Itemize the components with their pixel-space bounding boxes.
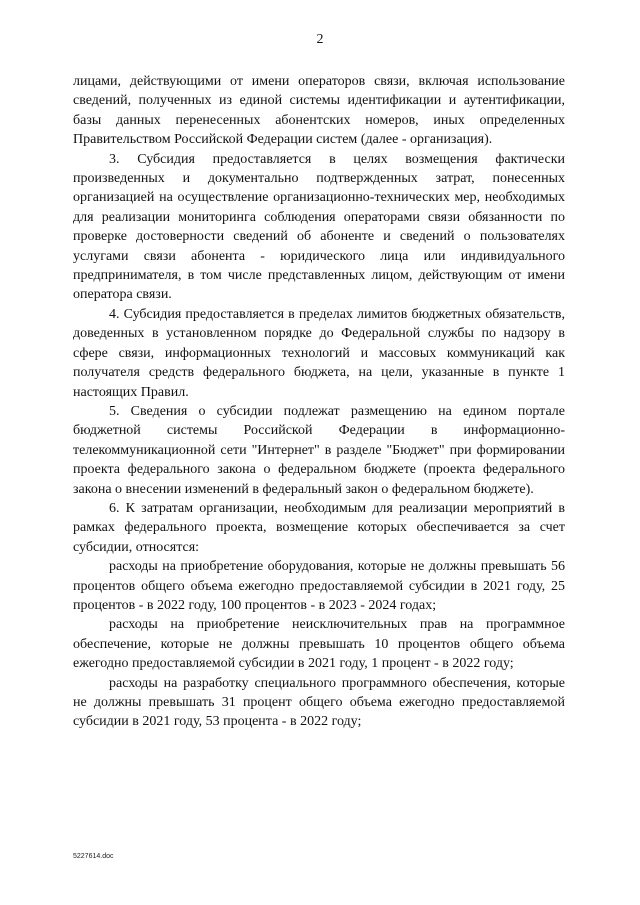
paragraph-item-4: 4. Субсидия предоставляется в пределах лимитов бюджетных обязательств, доведенных в установленном порядке до Федеральной службы по надзору в сфере связи, информационных технологий и массовых коммуникаций как получателя средств федерального бюджета, на цели, указанные в пункте 1 настоящих Правил. [73, 306, 565, 400]
paragraph-expense-software-development: расходы на разработку специального программного обеспечения, которые не должны превышать 31 процент общего объема ежегодно предоставляемой субсидии в 2021 году, 53 процента - в 2022 году; [73, 675, 565, 730]
page-number: 2 [316, 32, 324, 47]
paragraph-item-3: 3. Субсидия предоставляется в целях возмещения фактически произведенных и документально подтвержденных затрат, понесенных организацией на осуществление организационно-технических мер, необходимых для реализации мониторинга соблюдения операторами связи обязанности по проверке достоверности сведений об абоненте и сведений о пользователях услугами связи абонента - юридического лица или индивидуального предпринимателя, в том числе представленных лицом, действующим от имени оператора связи. [73, 151, 565, 303]
paragraph-item-6: 6. К затратам организации, необходимым для реализации мероприятий в рамках федерального проекта, возмещение которых обеспечивается за счет субсидии, относятся: [73, 500, 565, 555]
paragraph-expense-equipment: расходы на приобретение оборудования, которые не должны превышать 56 процентов общего объема ежегодно предоставляемой субсидии в 2021 году, 25 процентов - в 2022 году, 100 процентов - в 2023 - 2024 годах; [73, 559, 565, 613]
paragraph-expense-software-rights: расходы на приобретение неисключительных прав на программное обеспечение, которые не должны превышать 10 процентов общего объема ежегодно предоставляемой субсидии в 2021 году, 1 процент - в 2022 году; [73, 617, 565, 672]
footer-filename: 5227614.doc [73, 853, 114, 860]
document-body [73, 72, 565, 732]
paragraph-item-5: 5. Сведения о субсидии подлежат размещению на едином портале бюджетной системы Российской Федерации в информационно-телекоммуникационной сети "Интернет" в разделе "Бюджет" при формировании проекта федерального закона о федеральном бюджете (проекта федерального закона о внесении изменений в федеральный закон о федеральном бюджете). [73, 403, 565, 497]
paragraph-continuation: лицами, действующими от имени операторов связи, включая использование сведений, полученных из единой системы идентификации и аутентификации, базы данных перенесенных абонентских номеров, иных определенных Правительством Российской Федерации систем (далее - организация). [73, 74, 565, 148]
